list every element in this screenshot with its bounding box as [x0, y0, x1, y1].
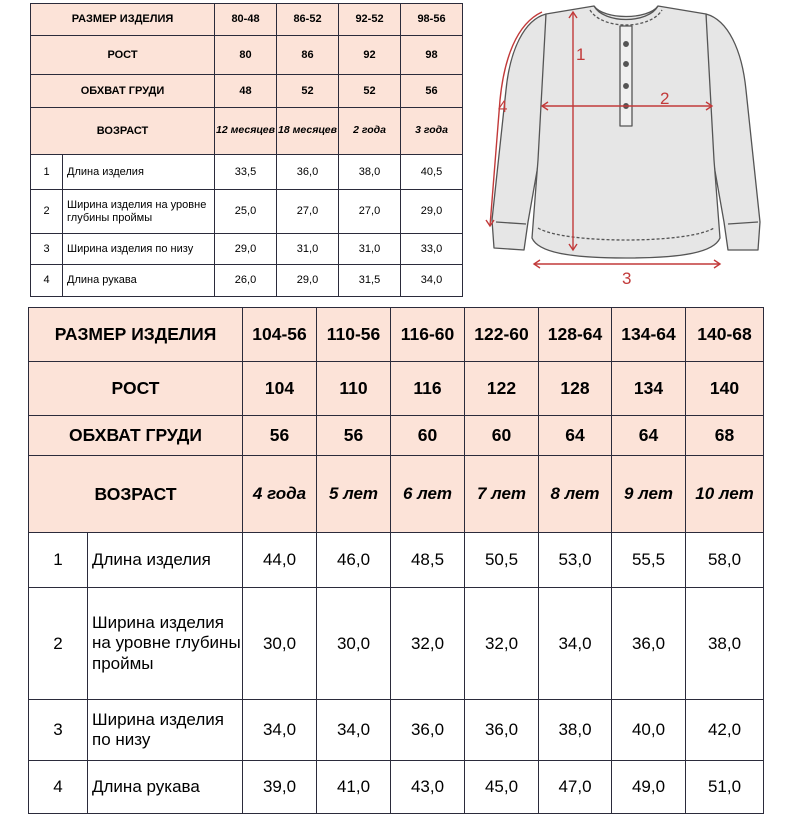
row-number: 2 [29, 588, 88, 700]
height-value: 116 [391, 362, 465, 416]
chest-value: 64 [612, 416, 686, 456]
size-table-small [30, 3, 463, 297]
measure-label-3: 3 [622, 269, 632, 288]
chest-value: 56 [243, 416, 317, 456]
measurement-value: 36,0 [277, 155, 339, 190]
size-value: 92-52 [339, 4, 401, 36]
measurement-value: 31,5 [339, 265, 401, 297]
height-value: 122 [465, 362, 539, 416]
size-table-large [28, 307, 764, 814]
row-label: Ширина изделия по низу [88, 700, 243, 761]
age-label: ВОЗРАСТ [31, 108, 215, 155]
age-label: ВОЗРАСТ [29, 456, 243, 533]
measurement-row [31, 234, 463, 265]
measurement-value: 26,0 [215, 265, 277, 297]
measurement-value: 38,0 [539, 700, 612, 761]
measurement-value: 41,0 [317, 761, 391, 814]
measurement-row [31, 155, 463, 190]
measurement-value: 34,0 [243, 700, 317, 761]
row-label: Длина рукава [88, 761, 243, 814]
row-label: Длина рукава [63, 265, 215, 297]
measurement-value: 25,0 [215, 190, 277, 234]
height-value: 104 [243, 362, 317, 416]
row-label: Ширина изделия на уровне глубины проймы [88, 588, 243, 700]
measurement-value: 55,5 [612, 533, 686, 588]
row-number: 2 [31, 190, 63, 234]
measurement-value: 32,0 [391, 588, 465, 700]
height-value: 110 [317, 362, 391, 416]
age-value: 3 года [401, 108, 463, 155]
size-label: РАЗМЕР ИЗДЕЛИЯ [29, 308, 243, 362]
row-number: 3 [31, 234, 63, 265]
measurement-value: 46,0 [317, 533, 391, 588]
height-value: 128 [539, 362, 612, 416]
measurement-value: 45,0 [465, 761, 539, 814]
row-label: Длина изделия [88, 533, 243, 588]
measurement-value: 36,0 [465, 700, 539, 761]
shirt-drawing [492, 6, 760, 258]
measurement-value: 36,0 [612, 588, 686, 700]
size-value: 86-52 [277, 4, 339, 36]
age-value: 7 лет [465, 456, 539, 533]
row-number: 4 [29, 761, 88, 814]
measurement-value: 36,0 [391, 700, 465, 761]
measurement-value: 50,5 [465, 533, 539, 588]
row-number: 1 [29, 533, 88, 588]
measurement-value: 49,0 [612, 761, 686, 814]
measurement-value: 38,0 [686, 588, 764, 700]
size-value: 134-64 [612, 308, 686, 362]
age-value: 8 лет [539, 456, 612, 533]
size-value: 104-56 [243, 308, 317, 362]
size-value: 122-60 [465, 308, 539, 362]
height-label: РОСТ [29, 362, 243, 416]
measurement-value: 33,0 [401, 234, 463, 265]
measurement-row [29, 761, 764, 814]
measurement-value: 58,0 [686, 533, 764, 588]
measure-label-1: 1 [576, 45, 586, 64]
height-value: 80 [215, 36, 277, 75]
measurement-value: 40,0 [612, 700, 686, 761]
age-value: 12 месяцев [215, 108, 277, 155]
measurement-value: 34,0 [539, 588, 612, 700]
measurement-value: 51,0 [686, 761, 764, 814]
chest-label: ОБХВАТ ГРУДИ [31, 75, 215, 108]
height-value: 92 [339, 36, 401, 75]
age-value: 9 лет [612, 456, 686, 533]
size-value: 98-56 [401, 4, 463, 36]
measurement-value: 27,0 [339, 190, 401, 234]
garment-sketch [484, 0, 800, 300]
size-label: РАЗМЕР ИЗДЕЛИЯ [31, 4, 215, 36]
measurement-value: 42,0 [686, 700, 764, 761]
row-number: 1 [31, 155, 63, 190]
height-value: 86 [277, 36, 339, 75]
size-value: 140-68 [686, 308, 764, 362]
measure-label-2: 2 [660, 89, 670, 108]
header-row-height [29, 362, 764, 416]
size-value: 116-60 [391, 308, 465, 362]
measurement-value: 47,0 [539, 761, 612, 814]
header-row-chest [29, 416, 764, 456]
header-row-age [29, 456, 764, 533]
size-value: 80-48 [215, 4, 277, 36]
measurement-row [31, 265, 463, 297]
measurement-value: 48,5 [391, 533, 465, 588]
header-row-size [29, 308, 764, 362]
row-label: Длина изделия [63, 155, 215, 190]
height-value: 98 [401, 36, 463, 75]
measurement-value: 38,0 [339, 155, 401, 190]
measurement-value: 30,0 [243, 588, 317, 700]
row-number: 3 [29, 700, 88, 761]
chest-value: 56 [401, 75, 463, 108]
measurement-value: 27,0 [277, 190, 339, 234]
measurement-value: 29,0 [401, 190, 463, 234]
measurement-value: 32,0 [465, 588, 539, 700]
age-value: 4 года [243, 456, 317, 533]
measurement-value: 40,5 [401, 155, 463, 190]
header-row-age [31, 108, 463, 155]
measurement-value: 31,0 [339, 234, 401, 265]
height-label: РОСТ [31, 36, 215, 75]
measurement-row [29, 700, 764, 761]
chest-label: ОБХВАТ ГРУДИ [29, 416, 243, 456]
measurement-value: 34,0 [401, 265, 463, 297]
measurement-row [31, 190, 463, 234]
chest-value: 64 [539, 416, 612, 456]
chest-value: 48 [215, 75, 277, 108]
measurement-value: 44,0 [243, 533, 317, 588]
size-value: 110-56 [317, 308, 391, 362]
measurement-value: 30,0 [317, 588, 391, 700]
age-value: 2 года [339, 108, 401, 155]
measurement-row [29, 533, 764, 588]
measurement-value: 29,0 [277, 265, 339, 297]
measurement-value: 53,0 [539, 533, 612, 588]
age-value: 18 месяцев [277, 108, 339, 155]
chest-value: 56 [317, 416, 391, 456]
height-value: 140 [686, 362, 764, 416]
measurement-value: 34,0 [317, 700, 391, 761]
age-value: 10 лет [686, 456, 764, 533]
measurement-value: 29,0 [215, 234, 277, 265]
measurement-row [29, 588, 764, 700]
row-number: 4 [31, 265, 63, 297]
measure-label-4: 4 [498, 97, 508, 116]
measurement-value: 39,0 [243, 761, 317, 814]
chest-value: 52 [339, 75, 401, 108]
row-label: Ширина изделия по низу [63, 234, 215, 265]
chest-value: 60 [465, 416, 539, 456]
header-row-height [31, 36, 463, 75]
measurement-value: 33,5 [215, 155, 277, 190]
size-value: 128-64 [539, 308, 612, 362]
row-label: Ширина изделия на уровне глубины проймы [63, 190, 215, 234]
chest-value: 68 [686, 416, 764, 456]
measurement-value: 43,0 [391, 761, 465, 814]
header-row-size [31, 4, 463, 36]
header-row-chest [31, 75, 463, 108]
chest-value: 60 [391, 416, 465, 456]
measurement-value: 31,0 [277, 234, 339, 265]
height-value: 134 [612, 362, 686, 416]
age-value: 5 лет [317, 456, 391, 533]
age-value: 6 лет [391, 456, 465, 533]
chest-value: 52 [277, 75, 339, 108]
